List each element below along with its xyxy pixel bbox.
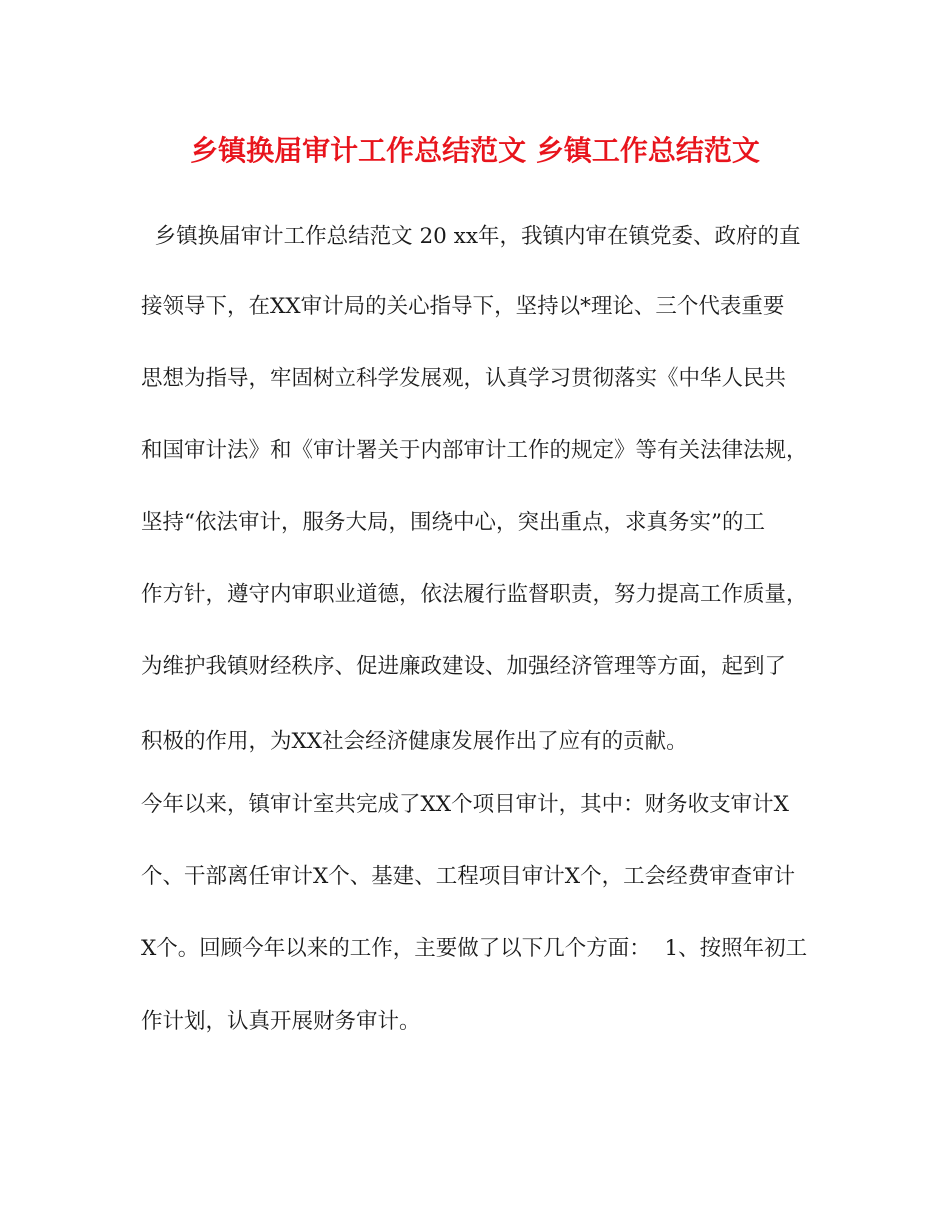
body-line-8: 积极的作用，为XX社会经济健康发展作出了应有的贡献。 <box>141 729 688 754</box>
body-line-11: X个。回顾今年以来的工作，主要做了以下几个方面： 1、按照年初工 <box>141 936 808 961</box>
body-line-5: 坚持“依法审计，服务大局，围绕中心，突出重点，求真务实”的工 <box>141 510 765 535</box>
body-line-3: 思想为指导，牢固树立科学发展观，认真学习贯彻落实《中华人民共 <box>141 366 787 391</box>
body-line-12: 作计划，认真开展财务审计。 <box>141 1009 421 1034</box>
body-line-2: 接领导下，在XX审计局的关心指导下，坚持以*理论、三个代表重要 <box>141 294 785 319</box>
document-title: 乡镇换届审计工作总结范文 乡镇工作总结范文 <box>190 134 760 167</box>
body-line-1: 乡镇换届审计工作总结范文 20 xx年，我镇内审在镇党委、政府的直 <box>141 224 801 249</box>
body-line-4: 和国审计法》和《审计署关于内部审计工作的规定》等有关法律法规， <box>141 438 808 463</box>
body-line-7: 为维护我镇财经秩序、促进廉政建设、加强经济管理等方面，起到了 <box>141 654 787 679</box>
body-line-9: 今年以来，镇审计室共完成了XX个项目审计，其中：财务收支审计X <box>141 792 789 817</box>
body-line-10: 个、干部离任审计X个、基建、工程项目审计X个，工会经费审查审计 <box>141 864 796 889</box>
body-line-6: 作方针，遵守内审职业道德，依法履行监督职责，努力提高工作质量， <box>141 582 808 607</box>
